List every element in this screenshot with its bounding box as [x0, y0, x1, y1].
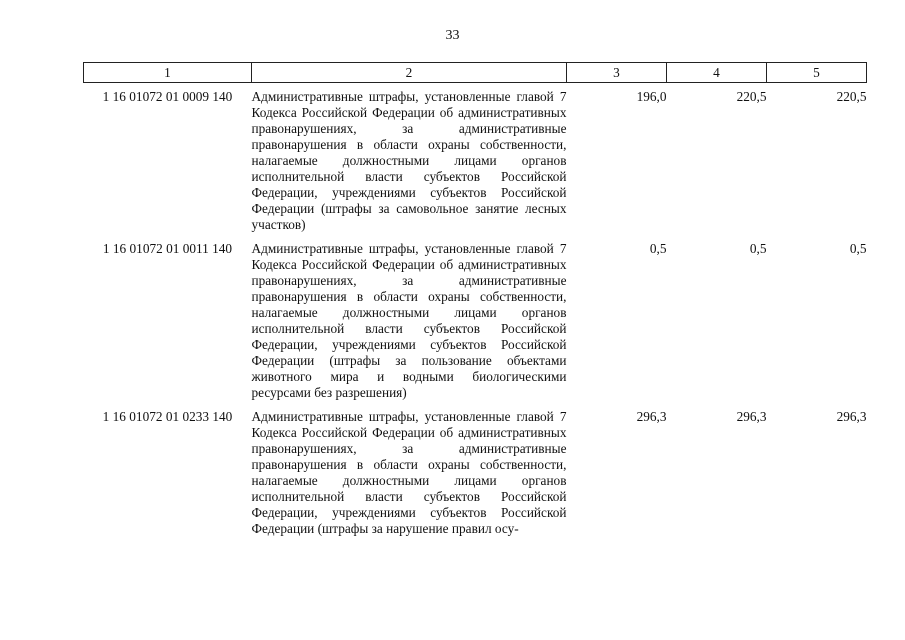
- table-header-row: [84, 63, 867, 83]
- header-col-4: 4: [667, 63, 767, 83]
- header-col-1: 1: [84, 63, 252, 83]
- header-col-3: 3: [567, 63, 667, 83]
- row-value-col-5: 0,5: [849, 241, 867, 256]
- table-row: [84, 83, 867, 234]
- table-row: [84, 401, 867, 537]
- header-col-5: 5: [767, 63, 867, 83]
- budget-table: [83, 62, 867, 537]
- table-row: [84, 233, 867, 401]
- row-value-col-5: 296,3: [836, 409, 867, 424]
- page-number: 33: [445, 28, 460, 43]
- row-value-col-4: 296,3: [736, 409, 767, 424]
- row-code: 1 16 01072 01 0011 140: [102, 241, 233, 256]
- row-value-col-3: 0,5: [649, 241, 667, 256]
- row-description: Административные штрафы, установленные главой 7 Кодекса Российской Федерации об административных правонарушениях, за административные правонарушения в области охраны собственности, налагаемые должностными лицами органов исполнительной власти субъектов Российской Федерации, учреждениями субъектов Российской Федерации (штрафы за пользование объектами животного мира и водными биологическими ресурсами без разрешения): [251, 241, 567, 400]
- header-col-2: 2: [252, 63, 567, 83]
- row-value-col-4: 0,5: [749, 241, 767, 256]
- row-description: Административные штрафы, установленные главой 7 Кодекса Российской Федерации об административных правонарушениях, за административные правонарушения в области охраны собственности, налагаемые должностными лицами органов исполнительной власти субъектов Российской Федерации, учреждениями субъектов Российской Федерации (штрафы за самовольное занятие лесных участков): [251, 89, 567, 232]
- row-code: 1 16 01072 01 0009 140: [102, 89, 233, 104]
- row-code: 1 16 01072 01 0233 140: [102, 409, 233, 424]
- row-value-col-5: 220,5: [836, 89, 867, 104]
- row-value-col-4: 220,5: [736, 89, 767, 104]
- row-value-col-3: 296,3: [636, 409, 667, 424]
- row-value-col-3: 196,0: [636, 89, 667, 104]
- row-description: Административные штрафы, установленные главой 7 Кодекса Российской Федерации об административных правонарушениях, за административные правонарушения в области охраны собственности, налагаемые должностными лицами органов исполнительной власти субъектов Российской Федерации, учреждениями субъектов Российской Федерации (штрафы за нарушение правил осу-: [251, 409, 567, 536]
